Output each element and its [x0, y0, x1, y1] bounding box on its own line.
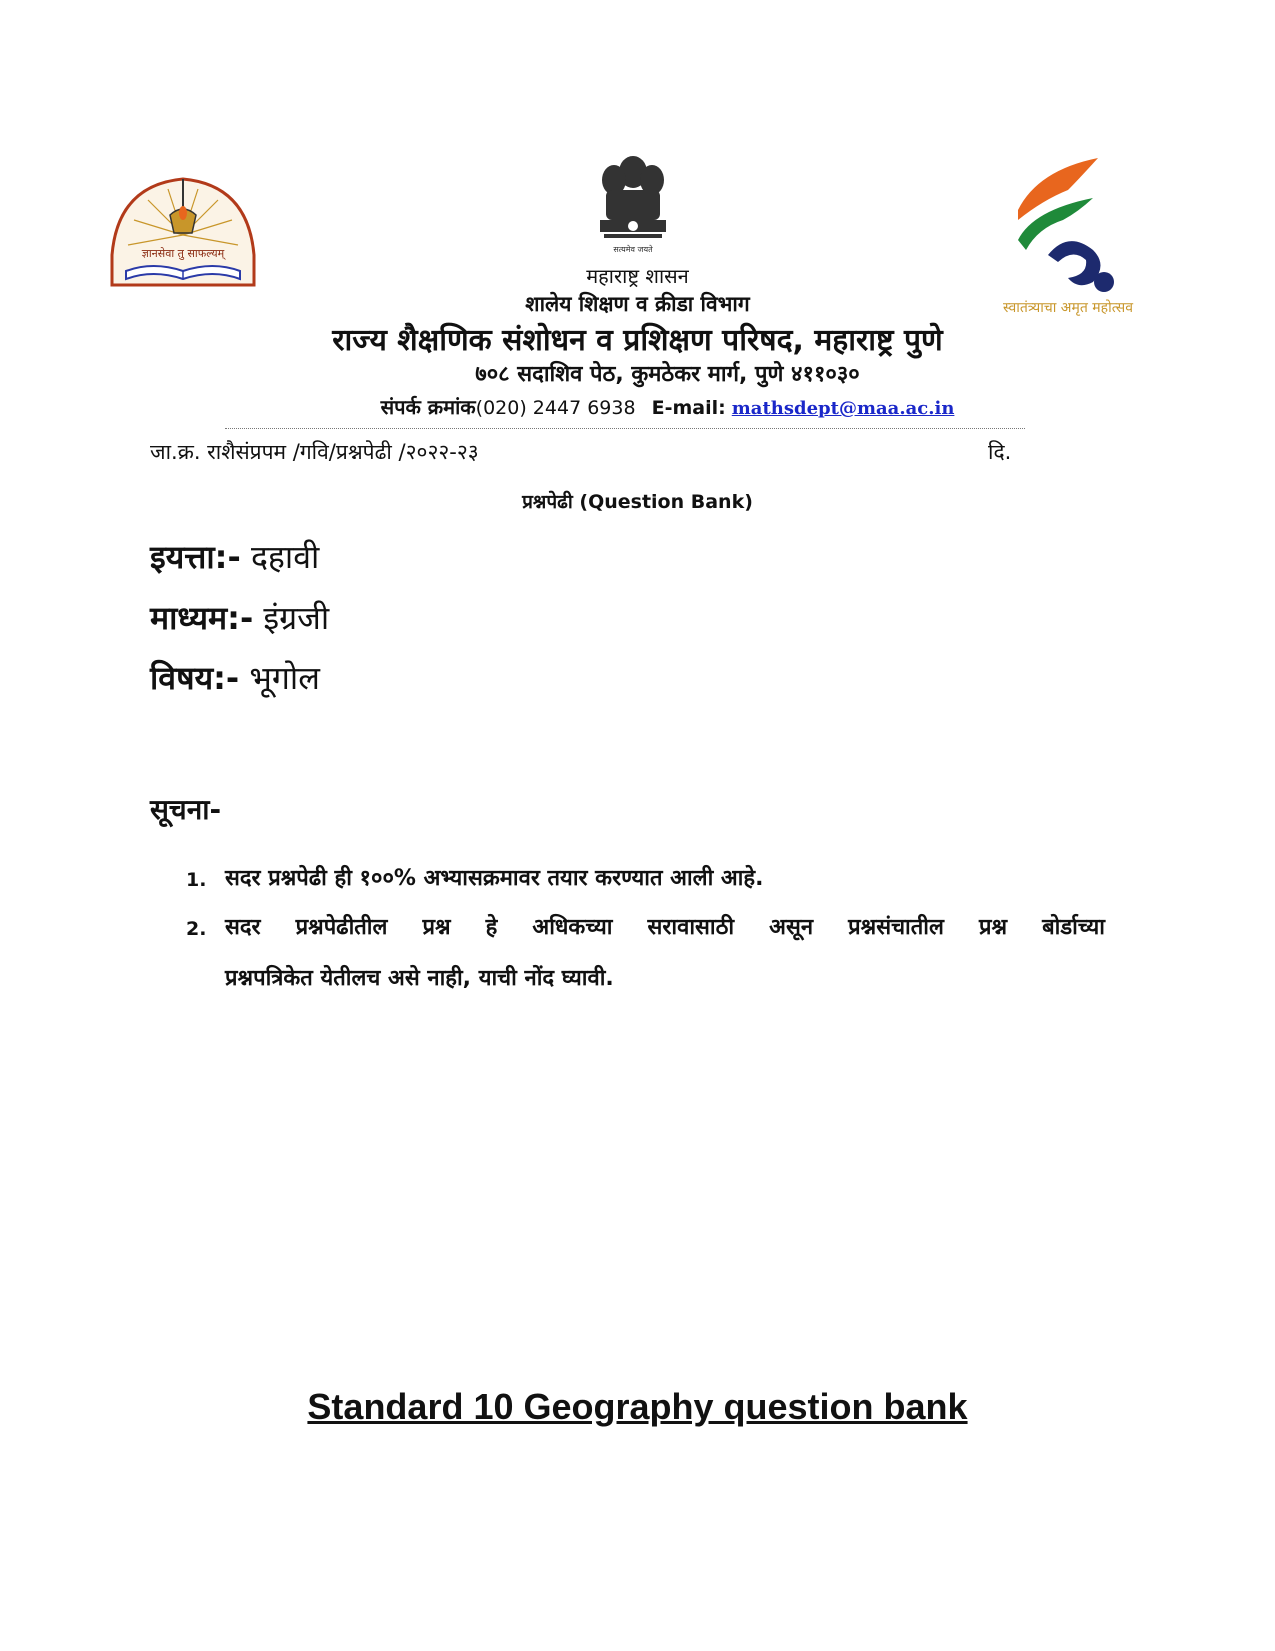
left-logo-motto: ज्ञानसेवा तु साफल्यम्: [141, 247, 225, 260]
email-label: E-mail:: [651, 397, 726, 419]
emblem-motto: सत्यमेव जयते: [613, 245, 653, 254]
document-title-english: (Question Bank): [579, 491, 753, 513]
contact-line: [30, 393, 1275, 420]
instruction-number: 2.: [186, 918, 207, 940]
standard-line: [150, 535, 319, 578]
subject-label: विषय:-: [150, 659, 240, 697]
phone-number: (020) 2447 6938: [475, 397, 636, 419]
header-divider: [225, 428, 1025, 429]
government-name: महाराष्ट्र शासन: [586, 264, 689, 288]
document-title: [0, 488, 1275, 514]
instruction-number: 1.: [186, 869, 207, 891]
date-label: दि.: [988, 440, 1012, 464]
department-name: शालेय शिक्षण व क्रीडा विभाग: [525, 292, 750, 316]
contact-label: संपर्क क्रमांक: [380, 395, 476, 419]
email-link[interactable]: mathsdept@maa.ac.in: [731, 398, 955, 419]
instruction-text: सदर प्रश्नपेढीतील प्रश्न हे अधिकच्या सरावासाठी असून प्रश्नसंचातील प्रश्न बोर्डाच्या: [225, 915, 1105, 940]
notice-title: सूचना-: [150, 793, 222, 826]
document-title-marathi: प्रश्नपेढी: [522, 491, 573, 513]
right-logo-caption: स्वातंत्र्याचा अमृत महोत्सव: [1003, 300, 1133, 316]
council-name: राज्य शैक्षणिक संशोधन व प्रशिक्षण परिषद, महाराष्ट्र पुणे: [332, 323, 943, 358]
council-address: ७०८ सदाशिव पेठ, कुमठेकर मार्ग, पुणे ४११०३०: [475, 362, 860, 387]
standard-value: दहावी: [250, 538, 320, 576]
national-emblem-icon: [588, 150, 678, 260]
medium-label: माध्यम:-: [150, 599, 254, 637]
medium-value: इंग्रजी: [263, 599, 330, 637]
subject-line: [150, 656, 320, 699]
subject-value: भूगोल: [249, 659, 320, 697]
standard-label: इयत्ता:-: [150, 538, 241, 576]
medium-line: [150, 596, 329, 639]
reference-number: जा.क्र. राशैसंप्रपम /गवि/प्रश्नपेढी /२०२२-२३: [150, 440, 479, 464]
footer-title: Standard 10 Geography question bank: [307, 1386, 968, 1427]
instruction-text: सदर प्रश्नपेढी ही १००% अभ्यासक्रमावर तयार करण्यात आली आहे.: [225, 866, 764, 891]
instruction-text-continued: प्रश्नपत्रिकेत येतीलच असे नाही, याची नोंद घ्यावी.: [225, 966, 614, 991]
